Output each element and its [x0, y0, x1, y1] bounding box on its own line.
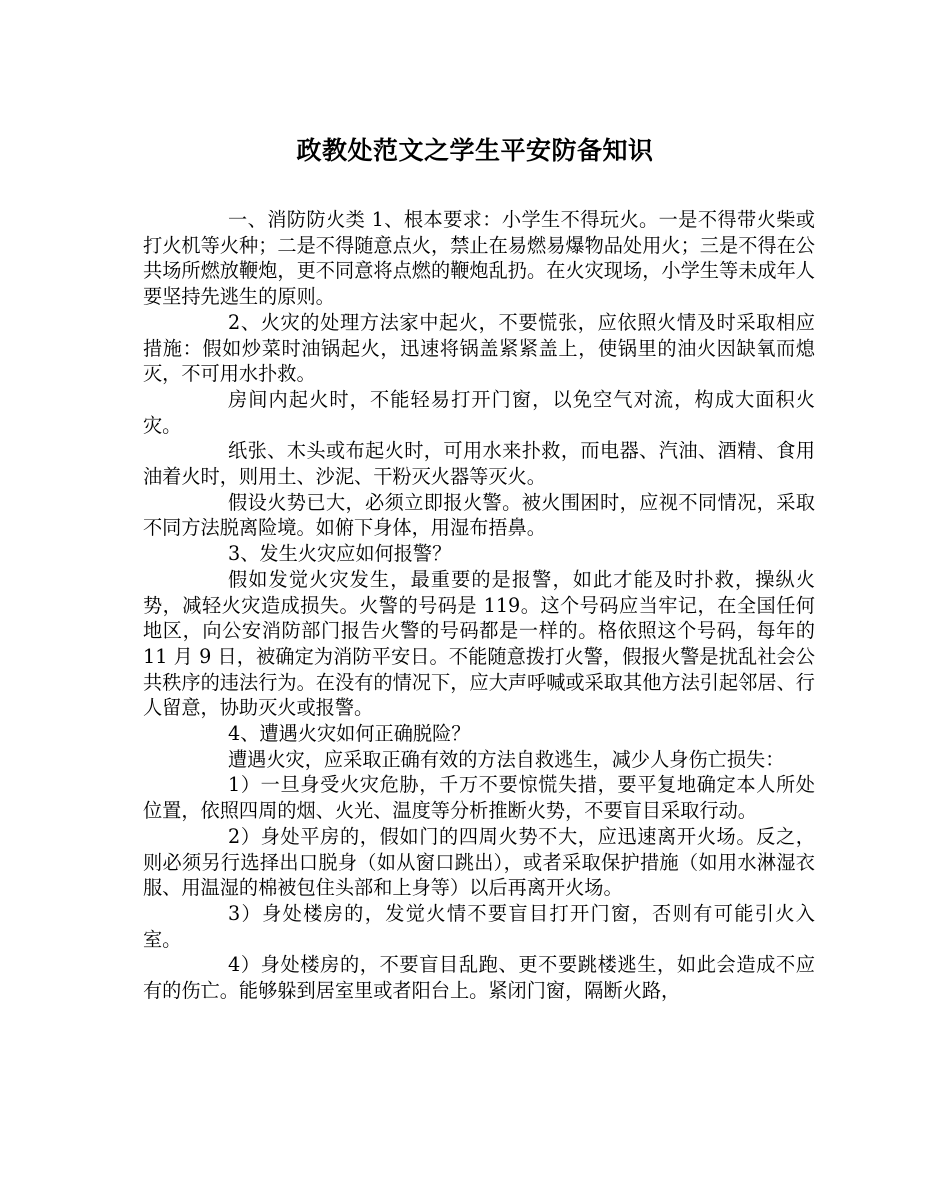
paragraph: 2、火灾的处理方法家中起火，不要慌张，应依照火情及时采取相应措施：假如炒菜时油锅起火，迅速将锅盖紧紧盖上，使锅里的油火因缺氧而熄灭，不可用水扑救。	[143, 310, 815, 386]
paragraph: 4、遭遇火灾如何正确脱险？	[228, 722, 471, 746]
paragraph: 4）身处楼房的，不要盲目乱跑、更不要跳楼逃生，如此会造成不应有的伤亡。能够躲到居室里或者阳台上。紧闭门窗，隔断火路，	[143, 953, 815, 1003]
paragraph: 3）身处楼房的，发觉火情不要盲目打开门窗，否则有可能引火入室。	[143, 901, 815, 951]
paragraph: 遭遇火灾，应采取正确有效的方法自救逃生，减少人身伤亡损失：	[228, 747, 785, 771]
paragraph: 纸张、木头或布起火时，可用水来扑救，而电器、汽油、酒精、食用油着火时，则用土、沙泥、干粉灭火器等灭火。	[143, 439, 815, 489]
document-body	[143, 207, 815, 1004]
document-title: 政教处范文之学生平安防备知识	[296, 136, 654, 165]
paragraph: 1）一旦身受火灾危胁，千万不要惊慌失措，要平复地确定本人所处位置，依照四周的烟、火光、温度等分析推断火势，不要盲目采取行动。	[143, 773, 815, 823]
paragraph: 房间内起火时，不能轻易打开门窗，以免空气对流，构成大面积火灾。	[143, 387, 815, 437]
paragraph: 一、消防防火类 1、根本要求：小学生不得玩火。一是不得带火柴或打火机等火种；二是不得随意点火，禁止在易燃易爆物品处用火；三是不得在公共场所燃放鞭炮，更不同意将点燃的鞭炮乱扔。在火灾现场，小学生等未成年人要坚持先逃生的原则。	[143, 208, 815, 309]
paragraph: 假设火势已大，必须立即报火警。被火围困时，应视不同情况，采取不同方法脱离险境。如俯下身体，用湿布捂鼻。	[143, 490, 815, 540]
paragraph: 2）身处平房的，假如门的四周火势不大，应迅速离开火场。反之，则必须另行选择出口脱身（如从窗口跳出），或者采取保护措施（如用水淋湿衣服、用温湿的棉被包住头部和上身等）以后再离开火场。	[143, 824, 815, 900]
paragraph: 3、发生火灾应如何报警？	[228, 542, 452, 566]
paragraph: 假如发觉火灾发生，最重要的是报警，如此才能及时扑救，操纵火势，减轻火灾造成损失。火警的号码是 119。这个号码应当牢记，在全国任何地区，向公安消防部门报告火警的号码都是一样的。格依照这个号码，每年的 11 月 9 日，被确定为消防平安日。不能随意拨打火警，假报火警是扰乱社会公共秩序的违法行为。在没有的情况下，应大声呼喊或采取其他方法引起邻居、行人留意，协助灭火或报警。	[143, 567, 815, 720]
